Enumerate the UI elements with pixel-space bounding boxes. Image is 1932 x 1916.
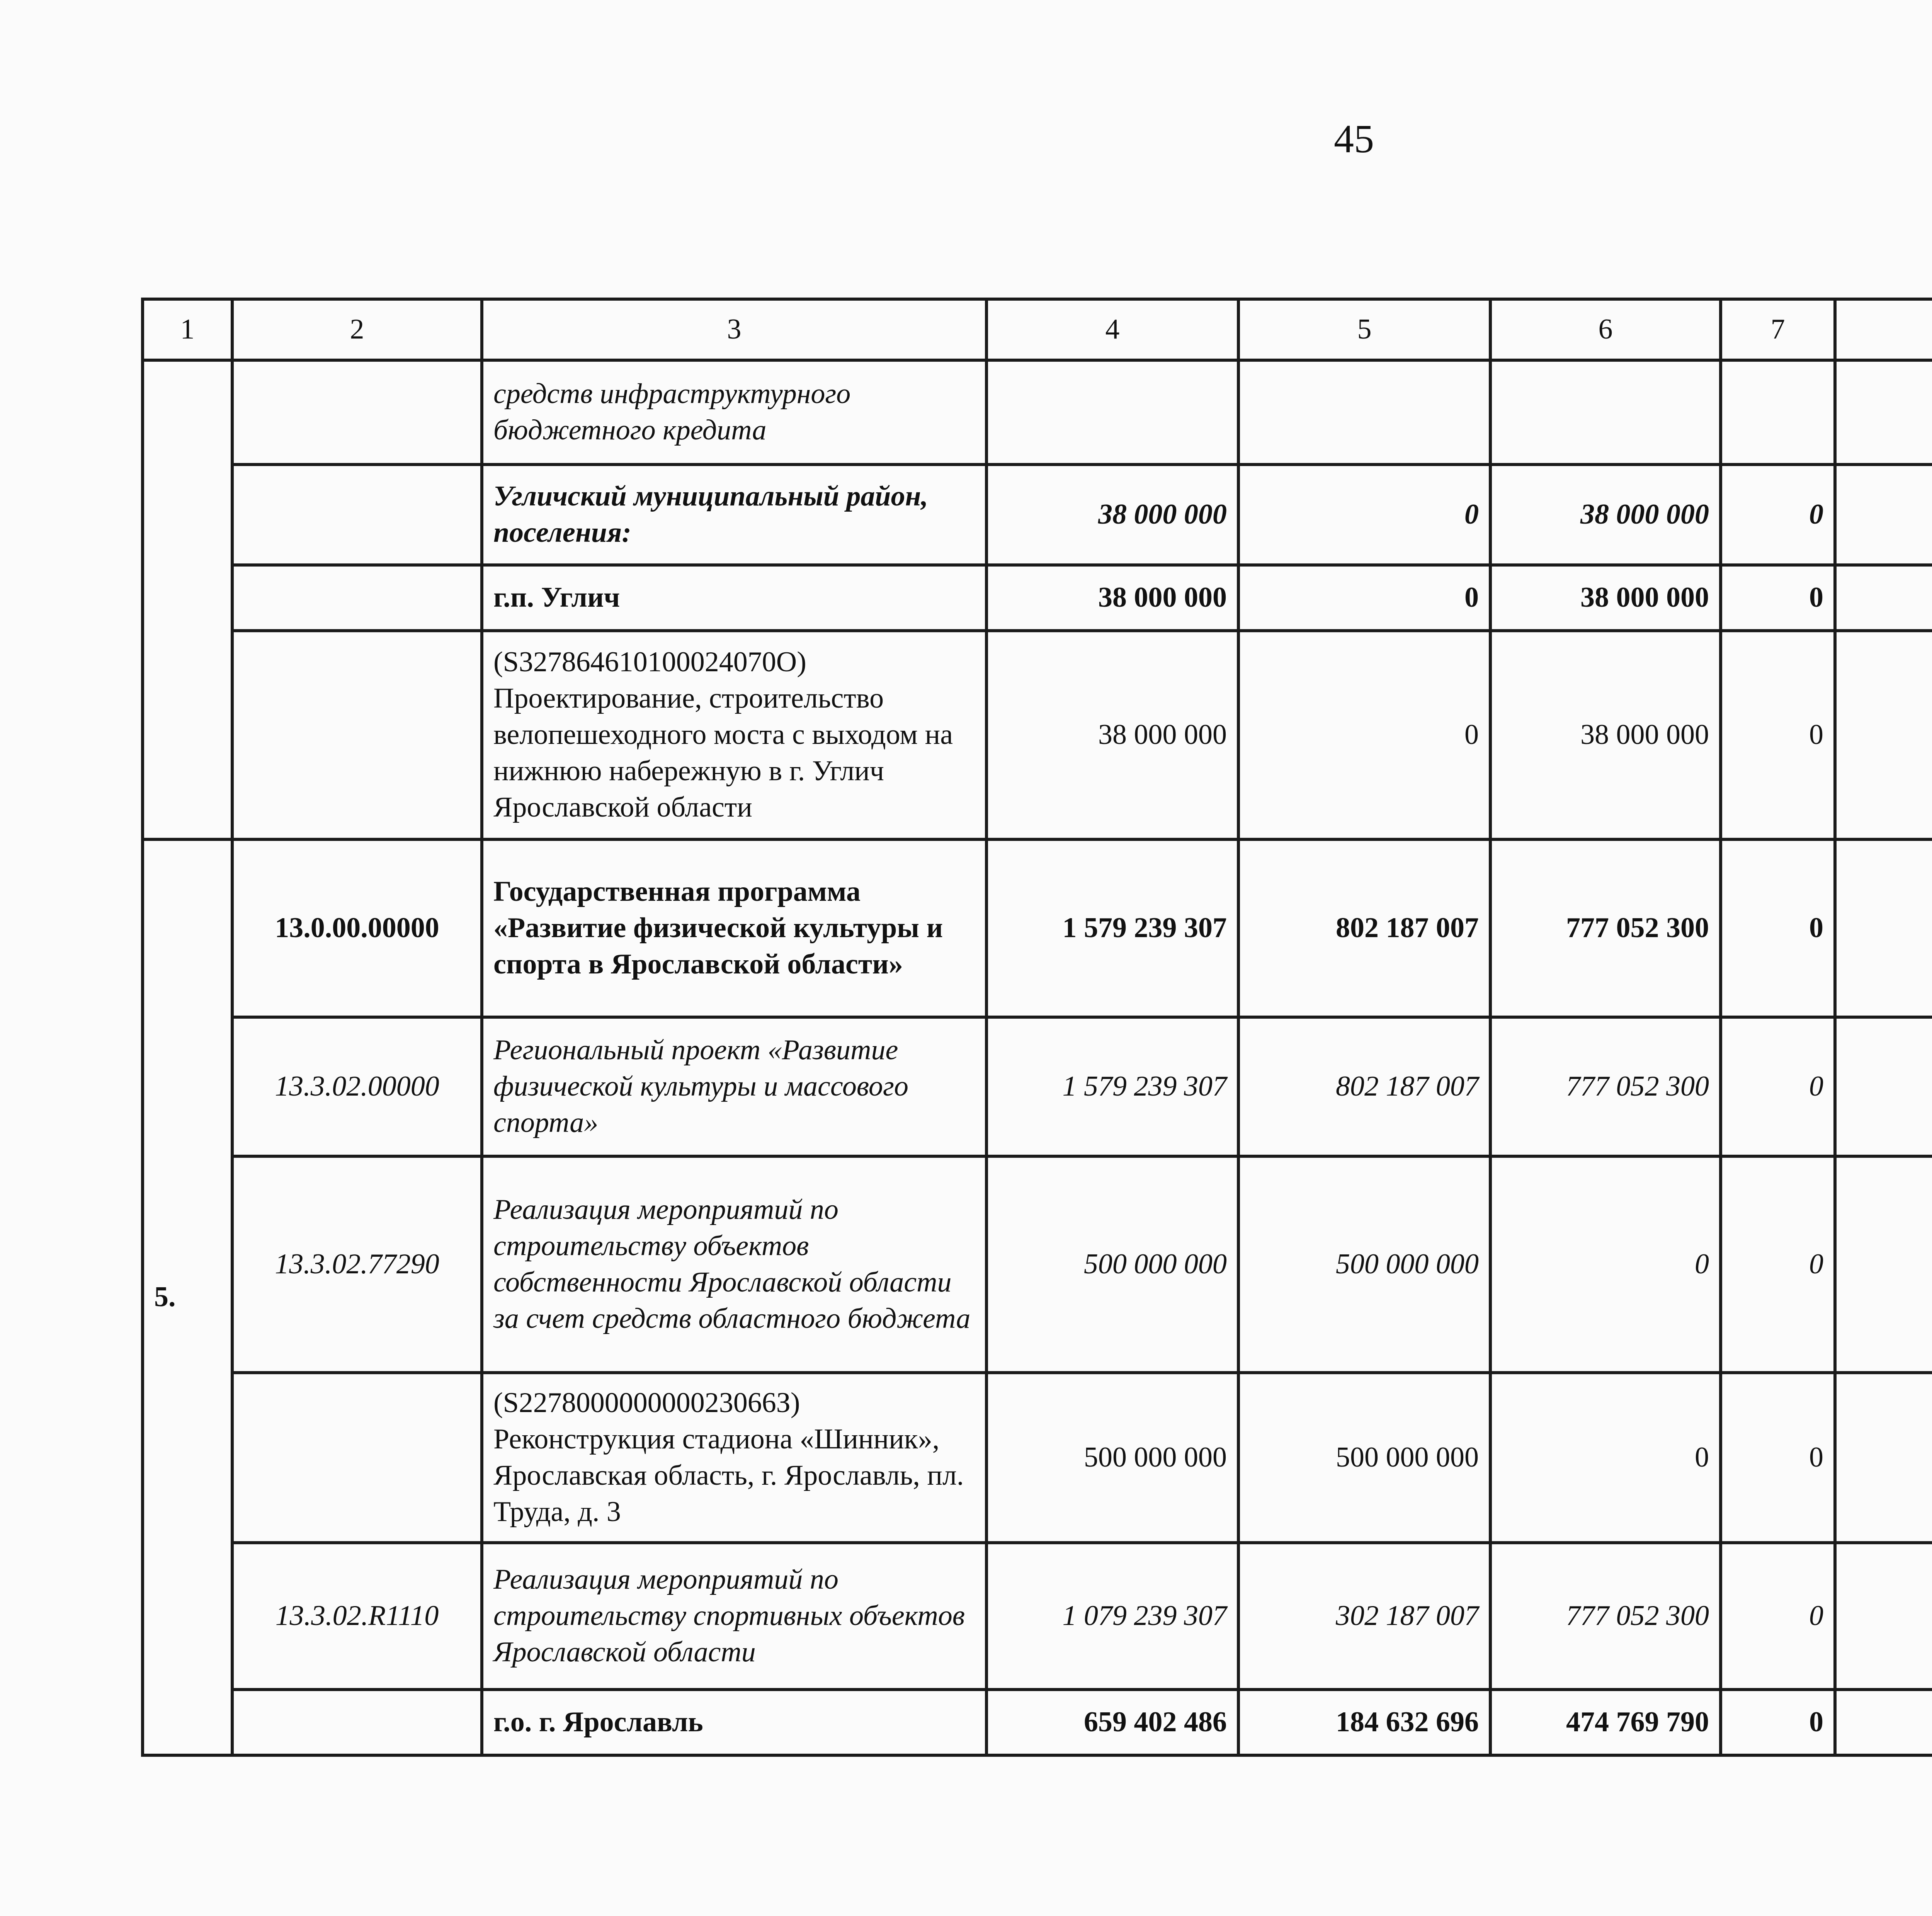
column-number-row	[143, 299, 1932, 360]
value-cell: 500 000 000	[986, 1373, 1238, 1543]
value-cell: 1 079 239 307	[986, 1543, 1238, 1690]
code-cell	[232, 1373, 482, 1543]
table-row	[143, 1373, 1932, 1543]
column-number: 7	[1721, 299, 1835, 360]
value-cell: 500 000 000	[1238, 1373, 1490, 1543]
name-cell: (S227800000000023066З) Реконструкция стадиона «Шинник», Ярославская область, г. Ярославль, пл. Труда, д. 3	[482, 1373, 986, 1543]
value-cell: 302 187 007	[1238, 1543, 1490, 1690]
value-cell	[1835, 631, 1932, 839]
value-cell: 474 769 790	[1490, 1690, 1721, 1755]
value-cell	[1835, 1373, 1932, 1543]
table-row	[143, 1156, 1932, 1373]
table-row	[143, 631, 1932, 839]
value-cell	[1835, 360, 1932, 465]
value-cell: 0	[1721, 1373, 1835, 1543]
value-cell: 777 052 300	[1490, 839, 1721, 1017]
value-cell	[986, 360, 1238, 465]
code-cell	[232, 565, 482, 631]
value-cell	[1238, 360, 1490, 465]
column-number: 3	[482, 299, 986, 360]
value-cell: 0	[1721, 1543, 1835, 1690]
value-cell	[1490, 360, 1721, 465]
value-cell: 0	[1721, 1017, 1835, 1156]
table-row	[143, 565, 1932, 631]
table-row	[143, 1543, 1932, 1690]
code-cell	[232, 1690, 482, 1755]
name-cell: г.п. Углич	[482, 565, 986, 631]
value-cell	[1721, 360, 1835, 465]
table-row	[143, 1690, 1932, 1755]
table-row	[143, 465, 1932, 565]
value-cell	[1835, 839, 1932, 1017]
value-cell: 0	[1490, 1373, 1721, 1543]
column-number: 5	[1238, 299, 1490, 360]
value-cell: 38 000 000	[986, 631, 1238, 839]
table-row	[143, 1017, 1932, 1156]
column-number: 4	[986, 299, 1238, 360]
value-cell: 0	[1721, 1690, 1835, 1755]
value-cell: 777 052 300	[1490, 1017, 1721, 1156]
value-cell: 38 000 000	[986, 465, 1238, 565]
value-cell: 802 187 007	[1238, 1017, 1490, 1156]
value-cell: 0	[1721, 1156, 1835, 1373]
code-cell	[232, 465, 482, 565]
page-number: 45	[1334, 117, 1374, 161]
value-cell: 0	[1721, 465, 1835, 565]
value-cell	[1835, 1017, 1932, 1156]
table-row	[143, 360, 1932, 465]
value-cell: 500 000 000	[986, 1156, 1238, 1373]
value-cell	[1835, 1543, 1932, 1690]
name-cell: Реализация мероприятий по строительству объектов собственности Ярославской области за счет средств областного бюджета	[482, 1156, 986, 1373]
value-cell: 38 000 000	[1490, 465, 1721, 565]
code-cell	[232, 631, 482, 839]
value-cell: 1 579 239 307	[986, 839, 1238, 1017]
column-number: 2	[232, 299, 482, 360]
name-cell: Региональный проект «Развитие физической культуры и массового спорта»	[482, 1017, 986, 1156]
value-cell: 777 052 300	[1490, 1543, 1721, 1690]
column-number: 6	[1490, 299, 1721, 360]
row-index-cell: 5.	[143, 839, 232, 1755]
value-cell: 0	[1490, 1156, 1721, 1373]
value-cell: 38 000 000	[986, 565, 1238, 631]
value-cell: 659 402 486	[986, 1690, 1238, 1755]
value-cell: 0	[1238, 465, 1490, 565]
value-cell	[1835, 1690, 1932, 1755]
row-index-cell	[143, 360, 232, 839]
name-cell: (S327864610100024070О) Проектирование, строительство велопешеходного моста с выходом на нижнюю набережную в г. Углич Ярославской области	[482, 631, 986, 839]
code-cell: 13.0.00.00000	[232, 839, 482, 1017]
code-cell	[232, 360, 482, 465]
value-cell	[1835, 1156, 1932, 1373]
value-cell: 38 000 000	[1490, 565, 1721, 631]
value-cell: 0	[1721, 839, 1835, 1017]
value-cell: 0	[1238, 565, 1490, 631]
value-cell	[1835, 565, 1932, 631]
column-number: 1	[143, 299, 232, 360]
code-cell: 13.3.02.00000	[232, 1017, 482, 1156]
name-cell: средств инфраструктурного бюджетного кредита	[482, 360, 986, 465]
column-number	[1835, 299, 1932, 360]
table-row	[143, 839, 1932, 1017]
value-cell: 38 000 000	[1490, 631, 1721, 839]
name-cell: Государственная программа «Развитие физической культуры и спорта в Ярославской области»	[482, 839, 986, 1017]
value-cell: 184 632 696	[1238, 1690, 1490, 1755]
value-cell: 802 187 007	[1238, 839, 1490, 1017]
value-cell: 0	[1238, 631, 1490, 839]
value-cell: 0	[1721, 565, 1835, 631]
budget-table	[141, 298, 1932, 1757]
name-cell: г.о. г. Ярославль	[482, 1690, 986, 1755]
name-cell: Угличский муниципальный район, поселения:	[482, 465, 986, 565]
value-cell: 500 000 000	[1238, 1156, 1490, 1373]
value-cell: 1 579 239 307	[986, 1017, 1238, 1156]
code-cell: 13.3.02.R1110	[232, 1543, 482, 1690]
value-cell: 0	[1721, 631, 1835, 839]
code-cell: 13.3.02.77290	[232, 1156, 482, 1373]
value-cell	[1835, 465, 1932, 565]
name-cell: Реализация мероприятий по строительству спортивных объектов Ярославской области	[482, 1543, 986, 1690]
